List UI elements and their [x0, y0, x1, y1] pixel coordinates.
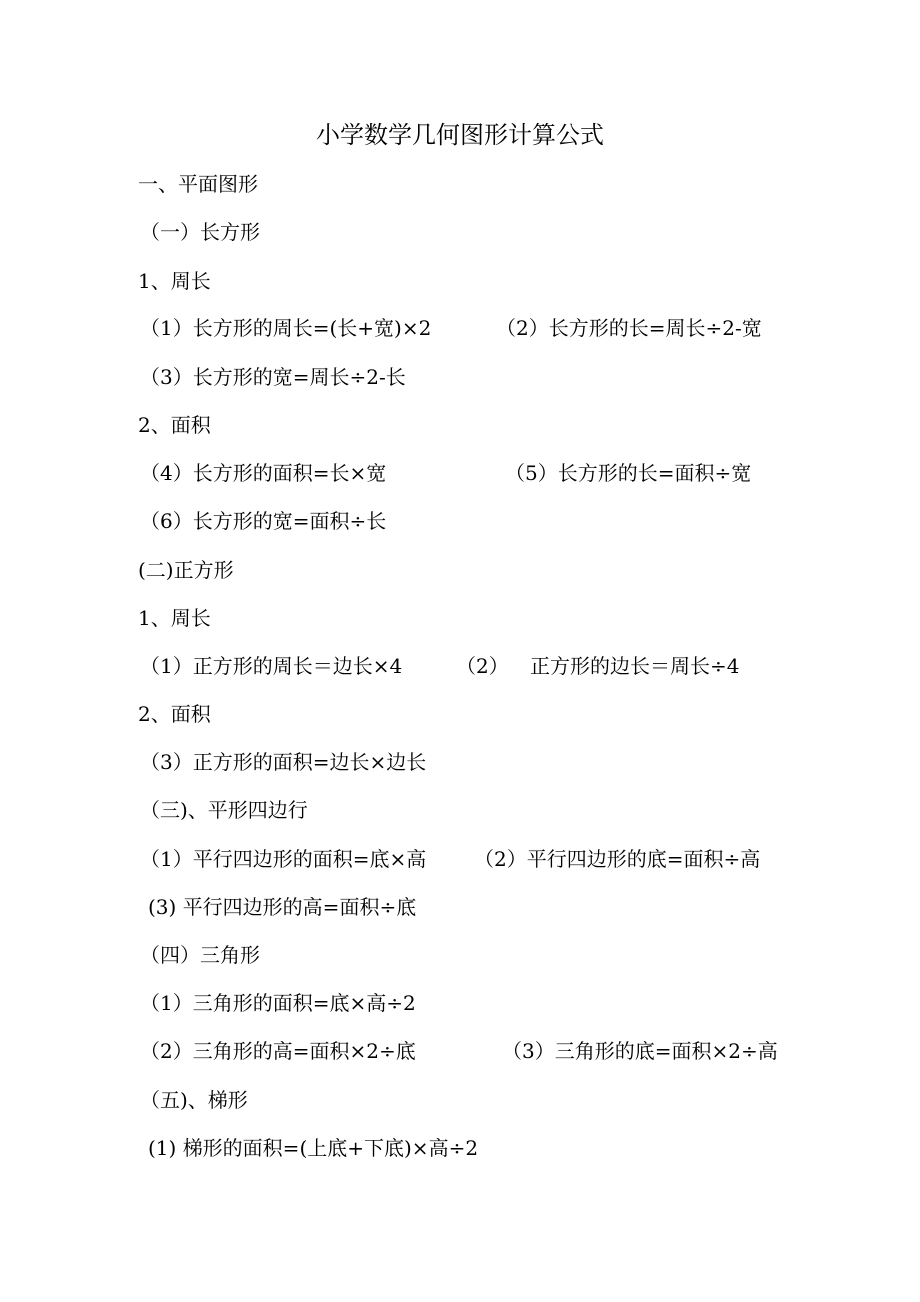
subsection-heading-triangle: （四）三角形	[140, 943, 260, 967]
trapezoid-formula-1: (1) 梯形的面积=(上底+下底)×高÷2	[148, 1136, 479, 1160]
rectangle-formula-1: （1）长方形的周长=(长+宽)×2	[140, 316, 432, 340]
square-formula-1: （1）正方形的周长＝边长×4	[140, 654, 403, 678]
triangle-formula-2: （2）三角形的高=面积×2÷底	[140, 1039, 416, 1063]
rectangle-formula-6: （6）长方形的宽=面积÷长	[140, 509, 387, 533]
rectangle-formula-3: （3）长方形的宽=周长÷2-长	[140, 365, 406, 389]
subsection-heading-trapezoid: （五)、梯形	[140, 1088, 248, 1112]
parallelogram-formula-3: (3) 平行四边形的高=面积÷底	[148, 895, 417, 919]
rectangle-formula-2: （2）长方形的长=周长÷2-宽	[496, 316, 762, 340]
rectangle-formula-4: （4）长方形的面积=长×宽	[140, 461, 387, 485]
parallelogram-formula-2: （2）平行四边形的底=面积÷高	[474, 847, 761, 871]
section-heading: 一、平面图形	[138, 172, 258, 196]
square-formula-2-number: （2）	[456, 654, 509, 678]
triangle-formula-3: （3）三角形的底=面积×2÷高	[502, 1039, 778, 1063]
subsection-heading-square: (二)正方形	[138, 558, 234, 582]
subsection-heading-rectangle: （一）长方形	[140, 220, 260, 244]
rectangle-area-heading: 2、面积	[138, 413, 211, 437]
square-perimeter-heading: 1、周长	[138, 606, 211, 630]
parallelogram-formula-1: （1）平行四边形的面积=底×高	[140, 847, 427, 871]
square-formula-3: （3）正方形的面积=边长×边长	[140, 750, 427, 774]
rectangle-perimeter-heading: 1、周长	[138, 269, 211, 293]
triangle-formula-1: （1）三角形的面积=底×高÷2	[140, 991, 416, 1015]
page-title: 小学数学几何图形计算公式	[316, 121, 604, 149]
rectangle-formula-5: （5）长方形的长=面积÷宽	[505, 461, 752, 485]
square-formula-2: 正方形的边长＝周长÷4	[530, 654, 740, 678]
square-area-heading: 2、面积	[138, 702, 211, 726]
subsection-heading-parallelogram: （三)、平形四边行	[140, 798, 308, 822]
